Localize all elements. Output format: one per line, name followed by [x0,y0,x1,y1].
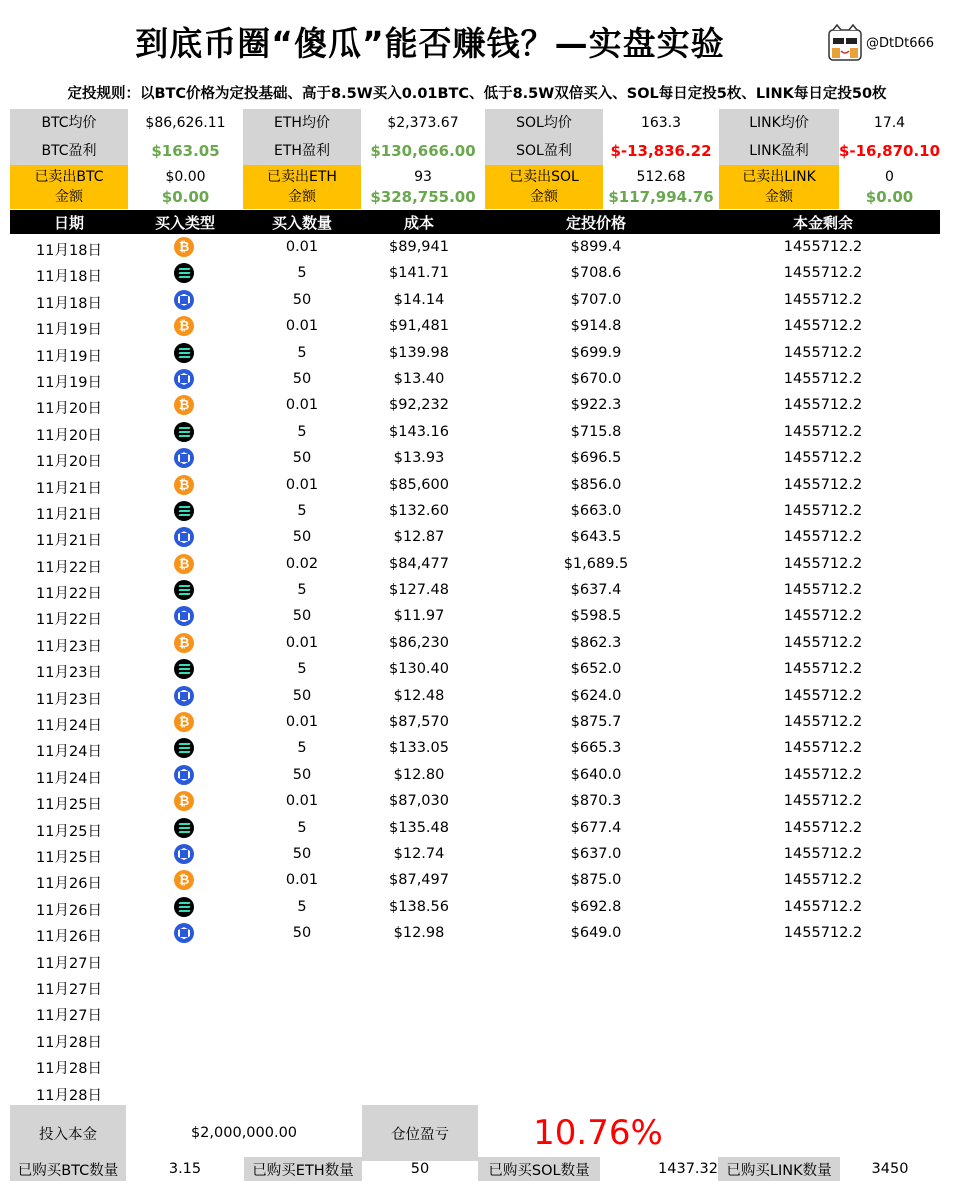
row-qty: 0.01 [285,239,319,255]
table-row [0,1027,954,1053]
row-cost: $139.98 [389,344,449,361]
table-row [0,1053,954,1079]
row-remain: 1455712.2 [783,370,863,387]
chainlink-icon [174,765,194,785]
eth-profit-value: $130,666.00 [370,142,476,160]
row-price: $699.9 [570,344,622,361]
row-cost: $92,232 [389,397,449,414]
author-handle: @DtDt666 [866,35,935,51]
row-cost: $133.05 [389,740,449,757]
bitcoin-icon: ₿ [174,395,194,415]
row-cost: $89,941 [389,239,449,255]
row-remain: 1455712.2 [783,740,863,757]
link-profit-label: LINK盈利 [719,137,839,165]
sol-sold-label-line1: 已卖出SOL [509,169,579,185]
row-date: 11月25日 [36,797,102,814]
btc-sold-label-line2: 金额 [55,189,83,205]
footer-summary [10,1105,940,1181]
row-remain: 1455712.2 [783,634,863,651]
bitcoin-icon: ₿ [174,237,194,257]
row-date: 11月23日 [36,665,102,682]
row-price: $922.3 [570,397,622,414]
row-cost: $12.80 [393,766,445,783]
row-date: 11月21日 [36,480,102,497]
table-row [0,525,954,551]
row-date: 11月22日 [36,559,102,576]
pnl-label: 仓位盈亏 [362,1105,478,1161]
avatar [826,24,864,62]
row-remain: 1455712.2 [783,318,863,335]
row-price: $914.8 [570,318,622,335]
eth-sold-label [243,165,361,209]
row-remain: 1455712.2 [783,819,863,836]
row-remain: 1455712.2 [783,555,863,572]
row-date: 11月20日 [36,427,102,444]
row-cost: $138.56 [389,898,449,915]
row-date: 11月27日 [36,1008,102,1025]
row-price: $875.7 [570,714,622,731]
row-qty: 5 [297,344,307,361]
sol-bought-label: 已购买SOL数量 [478,1157,600,1181]
row-qty: 5 [297,265,307,282]
col-date: 日期 [53,214,85,232]
row-cost: $13.93 [393,450,445,467]
row-price: $640.0 [570,766,622,783]
table-row [0,868,954,894]
eth-sold-values [361,165,485,209]
row-remain: 1455712.2 [783,476,863,493]
row-remain: 1455712.2 [783,502,863,519]
link-sold-label [719,165,839,209]
row-price: $707.0 [570,291,622,308]
row-date: 11月18日 [36,243,102,259]
row-cost: $87,030 [389,793,449,810]
row-date: 11月18日 [36,295,102,312]
solana-icon [174,738,194,758]
table-row [0,789,954,815]
row-price: $652.0 [570,661,622,678]
table-row [0,763,954,789]
table-row [0,816,954,842]
row-qty: 0.01 [285,318,319,335]
row-qty: 5 [297,819,307,836]
table-row [0,948,954,974]
sol-sold-values [603,165,719,209]
row-qty: 5 [297,898,307,915]
row-cost: $87,570 [389,714,449,731]
eth-bought-label: 已购买ETH数量 [244,1157,362,1181]
bitcoin-icon: ₿ [174,554,194,574]
table-row [0,710,954,736]
row-remain: 1455712.2 [783,687,863,704]
row-date: 11月28日 [36,1087,102,1104]
btc-sold-amount: $0.00 [161,188,210,206]
row-date: 11月24日 [36,744,102,761]
row-cost: $12.74 [393,845,445,862]
sol-sold-label-line2: 金额 [530,189,558,205]
row-qty: 50 [292,370,312,387]
row-price: $715.8 [570,423,622,440]
row-date: 11月22日 [36,612,102,629]
table-row [0,314,954,340]
table-row [0,499,954,525]
row-date: 11月20日 [36,401,102,418]
bitcoin-icon: ₿ [174,791,194,811]
row-date: 11月23日 [36,638,102,655]
row-remain: 1455712.2 [783,423,863,440]
row-price: $624.0 [570,687,622,704]
solana-icon [174,897,194,917]
btc-bought-value: 3.15 [168,1161,202,1177]
row-date: 11月21日 [36,533,102,550]
link-sold-amount: $0.00 [865,188,914,206]
col-qty: 买入数量 [271,214,333,232]
solana-icon [174,818,194,838]
row-cost: $91,481 [389,318,449,335]
table-row [0,1000,954,1026]
row-qty: 50 [292,608,312,625]
row-cost: $135.48 [389,819,449,836]
row-remain: 1455712.2 [783,265,863,282]
row-price: $665.3 [570,740,622,757]
row-remain: 1455712.2 [783,397,863,414]
row-remain: 1455712.2 [783,291,863,308]
row-remain: 1455712.2 [783,925,863,942]
table-row [0,974,954,1000]
row-date: 11月22日 [36,586,102,603]
solana-icon [174,422,194,442]
link-profit-value: $-16,870.10 [838,142,941,160]
table-row [0,657,954,683]
row-qty: 0.01 [285,476,319,493]
row-price: $708.6 [570,265,622,282]
row-date: 11月28日 [36,1034,102,1051]
table-row [0,631,954,657]
row-price: $670.0 [570,370,622,387]
eth-sold-label-line2: 金额 [288,189,316,205]
row-qty: 5 [297,740,307,757]
row-price: $637.0 [570,845,622,862]
row-qty: 5 [297,502,307,519]
btc-sold-label-line1: 已卖出BTC [34,169,104,185]
bitcoin-icon: ₿ [174,475,194,495]
table-row [0,604,954,630]
row-remain: 1455712.2 [783,582,863,599]
eth-sold-label-line1: 已卖出ETH [267,169,337,185]
bitcoin-icon: ₿ [174,712,194,732]
row-remain: 1455712.2 [783,793,863,810]
solana-icon [174,343,194,363]
table-row [0,393,954,419]
row-remain: 1455712.2 [783,898,863,915]
sol-profit-label: SOL盈利 [485,137,603,165]
row-price: $598.5 [570,608,622,625]
eth-avg-label: ETH均价 [243,109,361,137]
row-remain: 1455712.2 [783,529,863,546]
btc-profit-label: BTC盈利 [10,137,128,165]
sol-profit-value: $-13,836.22 [610,142,712,160]
row-date: 11月26日 [36,929,102,946]
row-remain: 1455712.2 [783,608,863,625]
row-cost: $13.40 [393,370,445,387]
btc-avg-value: $86,626.11 [145,115,226,131]
principal-label: 投入本金 [10,1105,126,1161]
row-date: 11月27日 [36,955,102,972]
row-remain: 1455712.2 [783,766,863,783]
link-sold-label-line1: 已卖出LINK [742,169,816,185]
eth-avg-value: $2,373.67 [387,115,459,131]
table-row [0,578,954,604]
link-bought-value: 3450 [871,1161,909,1177]
row-qty: 50 [292,766,312,783]
row-qty: 0.01 [285,397,319,414]
transaction-list [0,235,954,1106]
row-cost: $14.14 [393,291,445,308]
row-qty: 5 [297,582,307,599]
btc-bought-label: 已购买BTC数量 [10,1157,126,1181]
row-price: $677.4 [570,819,622,836]
solana-icon [174,263,194,283]
row-date: 11月25日 [36,823,102,840]
row-date: 11月25日 [36,849,102,866]
eth-sold-amount: $328,755.00 [370,188,476,206]
solana-icon [174,659,194,679]
link-sold-label-line2: 金额 [765,189,793,205]
row-price: $649.0 [570,925,622,942]
row-price: $899.4 [570,239,622,255]
table-row [0,288,954,314]
table-row [0,446,954,472]
row-date: 11月20日 [36,454,102,471]
table-row [0,895,954,921]
col-cost: 成本 [403,214,435,232]
row-date: 11月28日 [36,1061,102,1078]
row-cost: $12.48 [393,687,445,704]
chainlink-icon [174,686,194,706]
row-price: $637.4 [570,582,622,599]
row-cost: $12.87 [393,529,445,546]
btc-sold-values [128,165,243,209]
btc-sold-qty: $0.00 [165,169,206,185]
row-date: 11月21日 [36,506,102,523]
link-sold-values [839,165,940,209]
eth-bought-value: 50 [410,1161,430,1177]
row-date: 11月18日 [36,269,102,286]
row-date: 11月24日 [36,770,102,787]
row-remain: 1455712.2 [783,661,863,678]
row-date: 11月19日 [36,374,102,391]
row-cost: $143.16 [389,423,449,440]
row-qty: 50 [292,687,312,704]
row-qty: 50 [292,291,312,308]
row-date: 11月26日 [36,902,102,919]
solana-icon [174,501,194,521]
row-cost: $84,477 [389,555,449,572]
investment-rules: 定投规则：以BTC价格为定投基础、高于8.5W买入0.01BTC、低于8.5W双倍买入、SOL每日定投5枚、LINK每日定投50枚 [67,86,887,102]
row-qty: 50 [292,529,312,546]
row-qty: 5 [297,423,307,440]
page-title: 到底币圈“傻瓜”能否赚钱？—实盘实验 [135,24,725,63]
row-qty: 0.01 [285,714,319,731]
row-price: $856.0 [570,476,622,493]
row-qty: 0.01 [285,793,319,810]
row-remain: 1455712.2 [783,344,863,361]
table-row [0,1080,954,1106]
link-avg-label: LINK均价 [719,109,839,137]
table-header [10,210,940,234]
bitcoin-icon: ₿ [174,870,194,890]
sol-sold-label [485,165,603,209]
eth-profit-label: ETH盈利 [243,137,361,165]
row-cost: $85,600 [389,476,449,493]
row-price: $1,689.5 [563,555,629,572]
bitcoin-icon: ₿ [174,316,194,336]
row-date: 11月23日 [36,691,102,708]
row-price: $870.3 [570,793,622,810]
row-cost: $86,230 [389,634,449,651]
chainlink-icon [174,527,194,547]
eth-sold-qty: 93 [414,169,432,185]
row-qty: 0.02 [285,555,319,572]
row-qty: 0.01 [285,634,319,651]
row-date: 11月27日 [36,981,102,998]
row-remain: 1455712.2 [783,714,863,731]
row-qty: 0.01 [285,872,319,889]
row-qty: 50 [292,450,312,467]
row-price: $663.0 [570,502,622,519]
chainlink-icon [174,923,194,943]
sol-sold-amount: $117,994.76 [608,188,714,206]
row-date: 11月24日 [36,718,102,735]
table-row [0,552,954,578]
row-remain: 1455712.2 [783,845,863,862]
row-date: 11月26日 [36,876,102,893]
table-row [0,367,954,393]
summary-table [10,109,940,209]
table-row [0,736,954,762]
table-row [0,921,954,947]
link-sold-qty: 0 [885,169,894,185]
row-qty: 5 [297,661,307,678]
sol-sold-qty: 512.68 [636,169,686,185]
table-row [0,261,954,287]
row-remain: 1455712.2 [783,239,863,255]
table-row [0,684,954,710]
pnl-value: 10.76% [533,1113,663,1153]
table-row [0,420,954,446]
col-type: 买入类型 [154,214,216,232]
row-cost: $11.97 [393,608,445,625]
row-price: $862.3 [570,634,622,651]
table-row [0,473,954,499]
btc-avg-label: BTC均价 [10,109,128,137]
row-price: $875.0 [570,872,622,889]
row-qty: 50 [292,845,312,862]
row-cost: $130.40 [389,661,449,678]
row-price: $692.8 [570,898,622,915]
row-date: 11月19日 [36,322,102,339]
bitcoin-icon: ₿ [174,633,194,653]
sol-bought-value: 1437.32 [658,1161,718,1177]
row-remain: 1455712.2 [783,872,863,889]
principal-value: $2,000,000.00 [190,1125,298,1141]
table-row [0,235,954,261]
table-row [0,341,954,367]
chainlink-icon [174,844,194,864]
col-remain: 本金剩余 [792,214,854,232]
row-price: $643.5 [570,529,622,546]
btc-sold-label [10,165,128,209]
solana-icon [174,580,194,600]
row-price: $696.5 [570,450,622,467]
row-date: 11月19日 [36,348,102,365]
row-cost: $132.60 [389,502,449,519]
chainlink-icon [174,448,194,468]
row-cost: $87,497 [389,872,449,889]
sol-avg-label: SOL均价 [485,109,603,137]
row-remain: 1455712.2 [783,450,863,467]
row-cost: $127.48 [389,582,449,599]
chainlink-icon [174,290,194,310]
author-badge [826,24,934,62]
link-avg-value: 17.4 [873,115,906,131]
table-row [0,842,954,868]
col-price: 定投价格 [565,214,627,232]
chainlink-icon [174,606,194,626]
btc-profit-value: $163.05 [151,142,220,160]
row-cost: $12.98 [393,925,445,942]
link-bought-label: 已购买LINK数量 [718,1157,840,1181]
sol-avg-value: 163.3 [640,115,682,131]
chainlink-icon [174,369,194,389]
row-qty: 50 [292,925,312,942]
row-cost: $141.71 [389,265,449,282]
